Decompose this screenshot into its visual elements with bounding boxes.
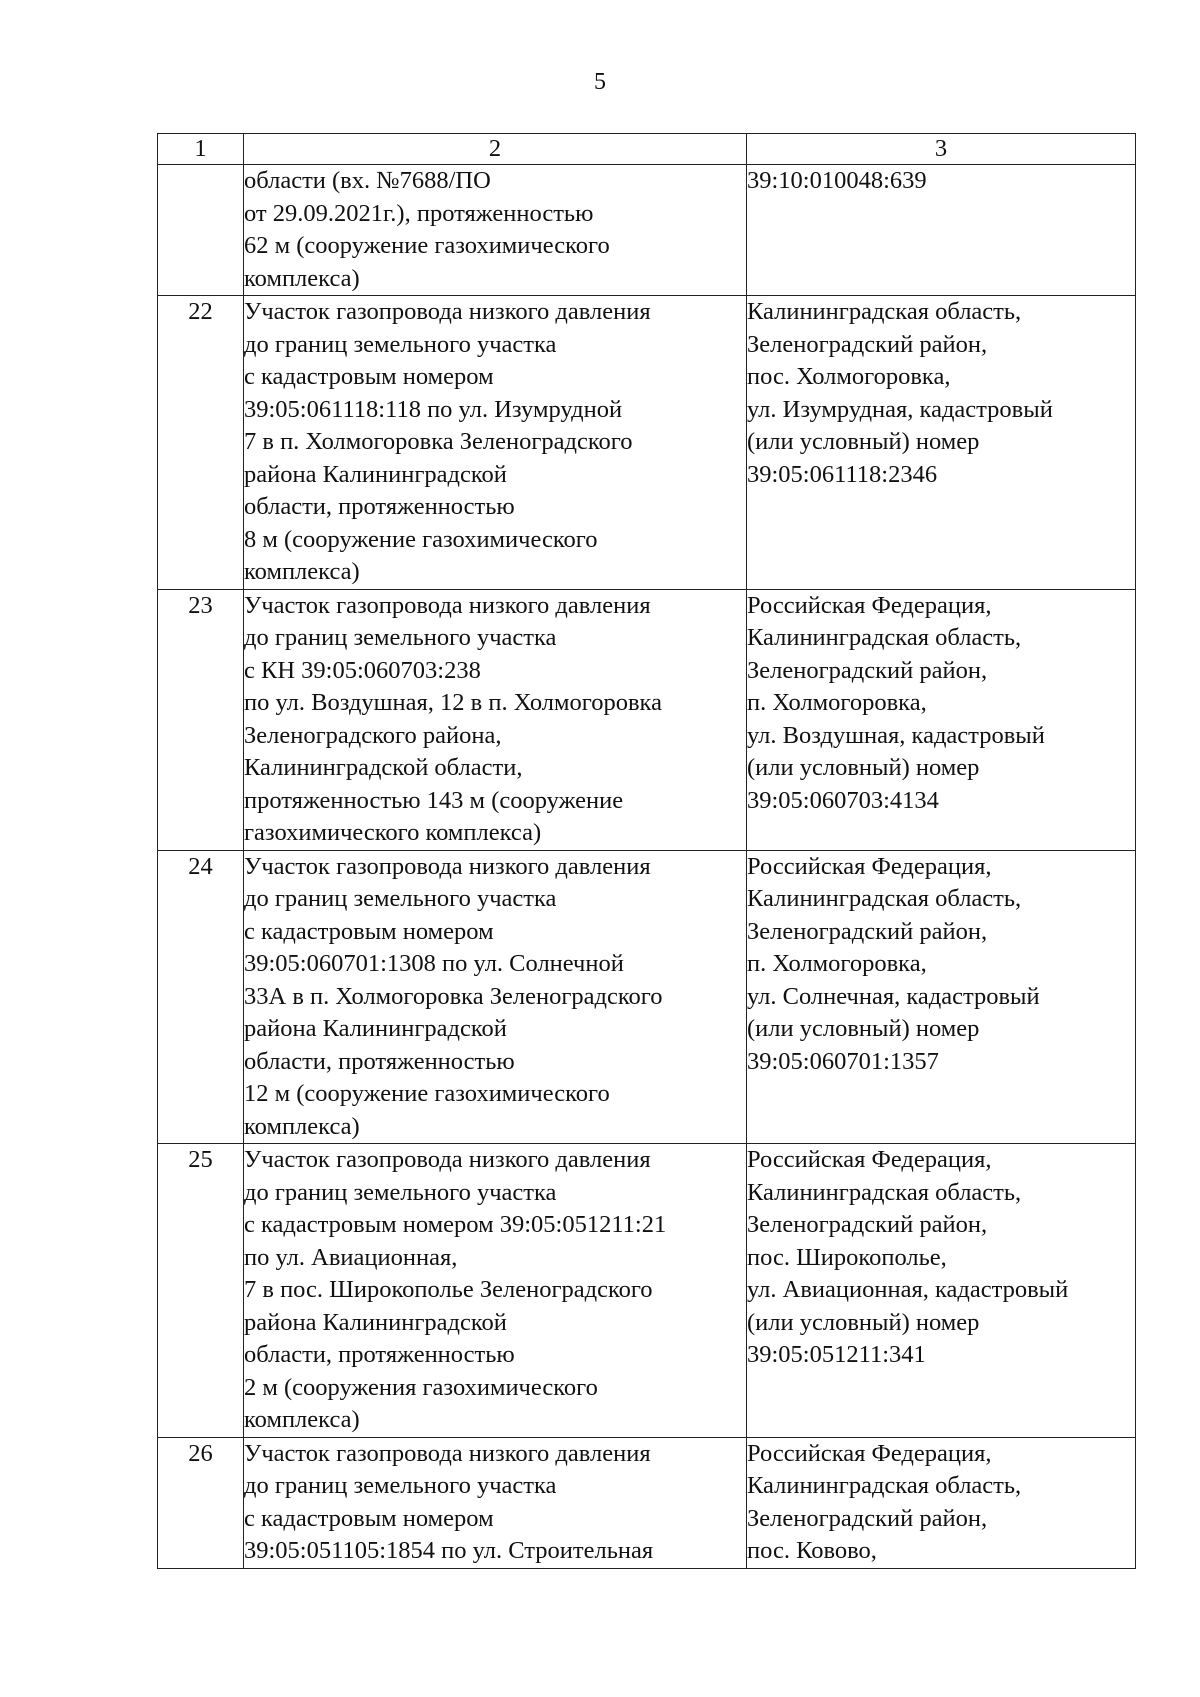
- description-line: района Калининградской: [244, 460, 507, 488]
- description-line: 39:05:060701:1308 по ул. Солнечной: [244, 950, 624, 977]
- row-number: 22: [158, 296, 244, 590]
- location-line: (или условный) номер: [747, 1308, 980, 1336]
- location-line: пос. Холмогоровка,: [747, 363, 951, 390]
- location-line: Российская Федерация,: [747, 1439, 992, 1467]
- table-header-row: [158, 134, 1136, 165]
- description-line: области, протяженностью: [244, 1341, 515, 1368]
- row-description: [244, 589, 747, 850]
- location-line: пос. Широкополье,: [747, 1243, 947, 1271]
- description-line: Участок газопровода низкого давления: [244, 852, 651, 880]
- location-line: Зеленоградский район,: [747, 656, 988, 684]
- description-line: 33А в п. Холмогоровка Зеленоградского: [244, 982, 663, 1010]
- description-line: до границ земельного участка: [244, 624, 557, 651]
- row-location: [747, 296, 1136, 590]
- location-line: 39:05:051211:341: [747, 1341, 926, 1368]
- column-header-2: 2: [244, 134, 747, 165]
- location-line: ул. Авиационная, кадастровый: [747, 1276, 1069, 1303]
- gas-pipeline-table: [157, 133, 1136, 1569]
- row-description: [244, 165, 747, 296]
- description-line: области, протяженностью: [244, 1047, 515, 1075]
- description-line: с КН 39:05:060703:238: [244, 656, 481, 684]
- description-line: комплекса): [244, 1112, 360, 1140]
- description-line: до границ земельного участка: [244, 330, 557, 358]
- description-line: 2 м (сооружения газохимического: [244, 1373, 598, 1401]
- location-line: Зеленоградский район,: [747, 917, 988, 945]
- location-line: Калининградская область,: [747, 1178, 1022, 1206]
- location-line: Зеленоградский район,: [747, 330, 988, 358]
- table-body: [158, 134, 1136, 1569]
- description-line: Участок газопровода низкого давления: [244, 591, 651, 619]
- location-line: Калининградская область,: [747, 624, 1022, 651]
- description-line: района Калининградской: [244, 1015, 507, 1042]
- table-row: [158, 1144, 1136, 1438]
- description-line: 7 в пос. Широкополье Зеленоградского: [244, 1276, 653, 1303]
- description-line: 62 м (сооружение газохимического: [244, 232, 610, 259]
- location-line: 39:10:010048:639: [747, 167, 927, 194]
- location-line: ул. Солнечная, кадастровый: [747, 982, 1040, 1010]
- location-line: Зеленоградский район,: [747, 1211, 988, 1238]
- description-line: Участок газопровода низкого давления: [244, 298, 651, 325]
- description-line: района Калининградской: [244, 1308, 507, 1336]
- location-line: (или условный) номер: [747, 754, 980, 781]
- row-description: [244, 1144, 747, 1438]
- column-header-3: 3: [747, 134, 1136, 165]
- description-line: по ул. Воздушная, 12 в п. Холмогоровка: [244, 689, 662, 716]
- location-line: Российская Федерация,: [747, 591, 992, 619]
- description-line: 39:05:061118:118 по ул. Изумрудной: [244, 395, 623, 423]
- location-line: п. Холмогоровка,: [747, 950, 927, 977]
- table-row: [158, 1437, 1136, 1568]
- location-line: ул. Воздушная, кадастровый: [747, 721, 1045, 749]
- row-number: 26: [158, 1437, 244, 1568]
- description-line: газохимического комплекса): [244, 819, 542, 846]
- description-line: области, протяженностью: [244, 493, 515, 520]
- row-location: [747, 1437, 1136, 1568]
- row-location: [747, 1144, 1136, 1438]
- description-line: с кадастровым номером 39:05:051211:21: [244, 1211, 667, 1238]
- row-location: [747, 165, 1136, 296]
- location-line: 39:05:060701:1357: [747, 1047, 939, 1075]
- location-line: пос. Ковово,: [747, 1537, 877, 1564]
- description-line: комплекса): [244, 558, 360, 585]
- description-line: от 29.09.2021г.), протяженностью: [244, 199, 594, 227]
- location-line: Зеленоградский район,: [747, 1504, 988, 1532]
- location-line: 39:05:060703:4134: [747, 786, 939, 814]
- row-location: [747, 850, 1136, 1144]
- description-line: Зеленоградского района,: [244, 721, 502, 749]
- table-row: [158, 589, 1136, 850]
- location-line: (или условный) номер: [747, 428, 980, 455]
- row-number: 23: [158, 589, 244, 850]
- description-line: 7 в п. Холмогоровка Зеленоградского: [244, 428, 633, 455]
- row-location: [747, 589, 1136, 850]
- description-line: 8 м (сооружение газохимического: [244, 525, 598, 553]
- description-line: комплекса): [244, 1406, 360, 1433]
- description-line: Участок газопровода низкого давления: [244, 1146, 651, 1173]
- row-description: [244, 296, 747, 590]
- row-number: 25: [158, 1144, 244, 1438]
- location-line: Российская Федерация,: [747, 852, 992, 880]
- table-row: [158, 296, 1136, 590]
- description-line: Калининградской области,: [244, 754, 523, 781]
- description-line: с кадастровым номером: [244, 917, 494, 945]
- description-line: комплекса): [244, 264, 360, 292]
- row-description: [244, 850, 747, 1144]
- location-line: Калининградская область,: [747, 1472, 1022, 1499]
- column-header-1: 1: [158, 134, 244, 165]
- location-line: Калининградская область,: [747, 298, 1022, 325]
- table-row: [158, 850, 1136, 1144]
- page-number: 5: [594, 69, 606, 95]
- row-description: [244, 1437, 747, 1568]
- description-line: по ул. Авиационная,: [244, 1243, 458, 1271]
- location-line: (или условный) номер: [747, 1015, 980, 1042]
- table-row: [158, 165, 1136, 296]
- location-line: ул. Изумрудная, кадастровый: [747, 395, 1053, 423]
- location-line: Российская Федерация,: [747, 1146, 992, 1173]
- description-line: 12 м (сооружение газохимического: [244, 1080, 610, 1107]
- description-line: с кадастровым номером: [244, 1504, 494, 1532]
- description-line: 39:05:051105:1854 по ул. Строительная: [244, 1537, 654, 1564]
- description-line: до границ земельного участка: [244, 885, 557, 912]
- location-line: 39:05:061118:2346: [747, 460, 938, 488]
- description-line: до границ земельного участка: [244, 1472, 557, 1499]
- description-line: с кадастровым номером: [244, 363, 494, 390]
- description-line: области (вх. №7688/ПО: [244, 167, 491, 194]
- location-line: п. Холмогоровка,: [747, 689, 927, 716]
- description-line: протяженностью 143 м (сооружение: [244, 786, 624, 814]
- description-line: до границ земельного участка: [244, 1178, 557, 1206]
- row-number: [158, 165, 244, 296]
- description-line: Участок газопровода низкого давления: [244, 1439, 651, 1467]
- row-number: 24: [158, 850, 244, 1144]
- location-line: Калининградская область,: [747, 885, 1022, 912]
